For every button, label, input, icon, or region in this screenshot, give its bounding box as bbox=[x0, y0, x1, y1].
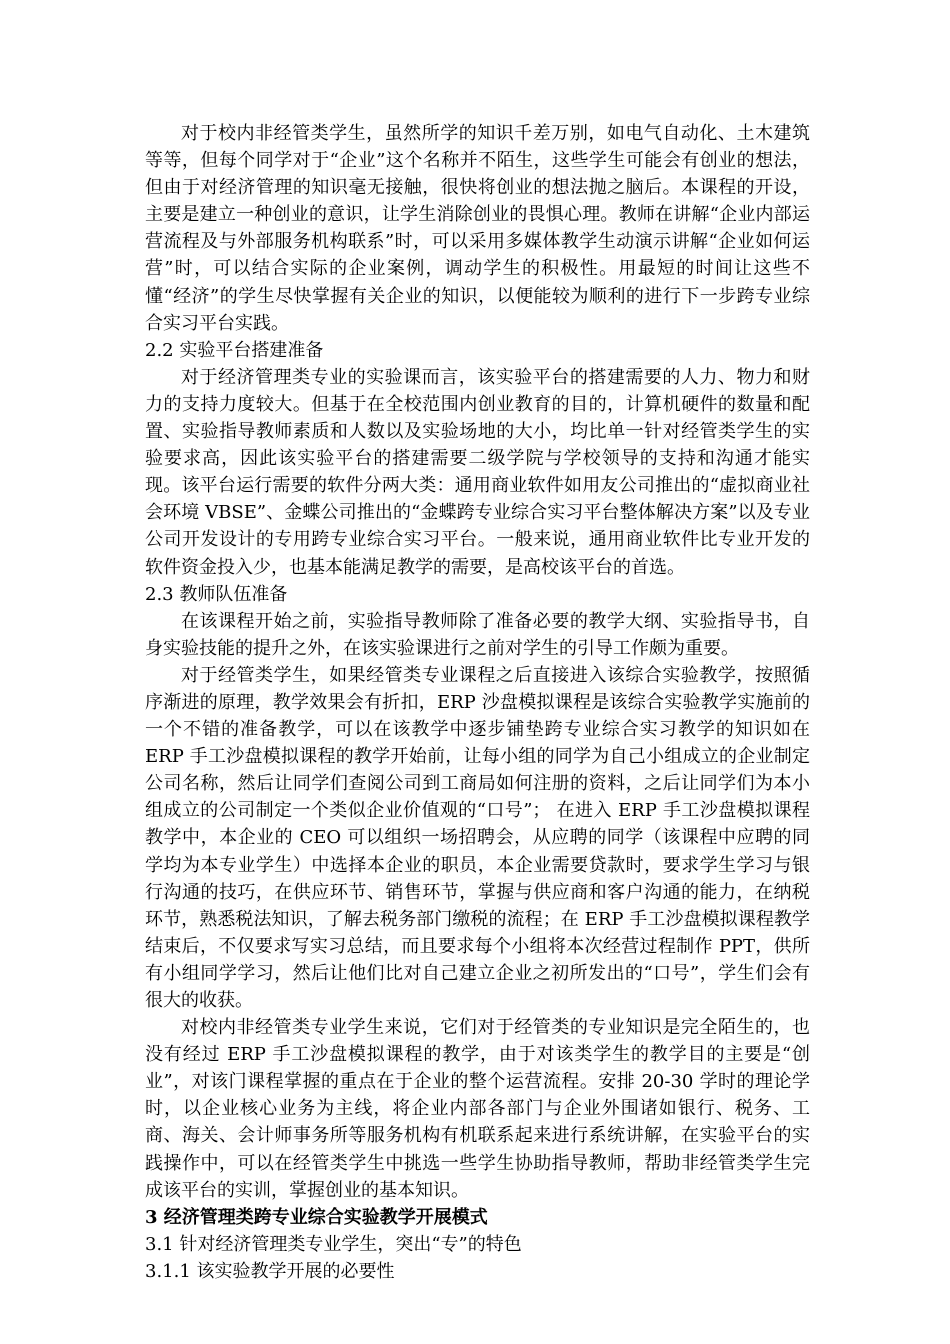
document-page bbox=[145, 120, 810, 1285]
paragraph: 对于校内非经管类学生，虽然所学的知识千差万别，如电气自动化、土木建筑等等，但每个同学对于“企业”这个名称并不陌生，这些学生可能会有创业的想法，但由于对经济管理的知识毫无接触，很快将创业的想法抛之脑后。本课程的开设，主要是建立一种创业的意识，让学生消除创业的畏惧心理。教师在讲解“企业内部运营流程及与外部服务机构联系”时，可以采用多媒体教学生动演示讲解“企业如何运营”时，可以结合实际的企业案例，调动学生的积极性。用最短的时间让这些不懂“经济”的学生尽快掌握有关企业的知识，以便能较为顺利的进行下一步跨专业综合实习平台实践。 bbox=[145, 123, 810, 334]
paragraph: 在该课程开始之前，实验指导教师除了准备必要的教学大纲、实验指导书，自身实验技能的提升之外，在该实验课进行之前对学生的引导工作颇为重要。 bbox=[145, 610, 810, 659]
paragraph: 对于经管类学生，如果经管类专业课程之后直接进入该综合实验教学，按照循序渐进的原理，教学效果会有折扣，ERP 沙盘模拟课程是该综合实验教学实施前的一个不错的准备教学，可以在该教学中逐步铺垫跨专业综合实习教学的知识如在 ERP 手工沙盘模拟课程的教学开始前，让每小组的同学为自己小组成立的企业制定公司名称，然后让同学们查阅公司到工商局如何注册的资料，之后让同学们为本小组成立的公司制定一个类似企业价值观的“口号”； 在进入 ERP 手工沙盘模拟课程教学中，本企业的 CEO 可以组织一场招聘会，从应聘的同学（该课程中应聘的同学均为本专业学生）中选择本企业的职员，本企业需要贷款时，要求学生学习与银行沟通的技巧，在供应环节、销售环节，掌握与供应商和客户沟通的能力，在纳税环节，熟悉税法知识，了解去税务部门缴税的流程；在 ERP 手工沙盘模拟课程教学结束后，不仅要求写实习总结，而且要求每个小组将本次经营过程制作 PPT，供所有小组同学学习，然后让他们比对自己建立企业之初所发出的“口号”，学生们会有很大的收获。 bbox=[145, 664, 810, 1011]
subsection-heading: 3.1.1 该实验教学开展的必要性 bbox=[145, 1260, 395, 1282]
section-heading: 2.3 教师队伍准备 bbox=[145, 583, 288, 605]
section-heading: 3.1 针对经济管理类专业学生，突出“专”的特色 bbox=[145, 1233, 522, 1255]
chapter-heading: 3 经济管理类跨专业综合实验教学开展模式 bbox=[145, 1206, 488, 1228]
section-heading: 2.2 实验平台搭建准备 bbox=[145, 339, 324, 361]
paragraph: 对于经济管理类专业的实验课而言，该实验平台的搭建需要的人力、物力和财力的支持力度较大。但基于在全校范围内创业教育的目的，计算机硬件的数量和配置、实验指导教师素质和人数以及实验场地的大小，均比单一针对经管类学生的实验要求高，因此该实验平台的搭建需要二级学院与学校领导的支持和沟通才能实现。该平台运行需要的软件分两大类：通用商业软件如用友公司推出的“虚拟商业社会环境 VBSE”、金蝶公司推出的“金蝶跨专业综合实习平台整体解决方案”以及专业公司开发设计的专用跨专业综合实习平台。一般来说，通用商业软件比专业开发的软件资金投入少，也基本能满足教学的需要，是高校该平台的首选。 bbox=[145, 366, 810, 578]
paragraph: 对校内非经管类专业学生来说，它们对于经管类的专业知识是完全陌生的，也没有经过 ERP 手工沙盘模拟课程的教学，由于对该类学生的教学目的主要是“创业”，对该门课程掌握的重点在于企业的整个运营流程。安排 20-30 学时的理论学时，以企业核心业务为主线，将企业内部各部门与企业外围诸如银行、税务、工商、海关、会计师事务所等服务机构有机联系起来进行系统讲解，在实验平台的实践操作中，可以在经管类学生中挑选一些学生协助指导教师，帮助非经管类学生完成该平台的实训，掌握创业的基本知识。 bbox=[145, 1017, 810, 1201]
